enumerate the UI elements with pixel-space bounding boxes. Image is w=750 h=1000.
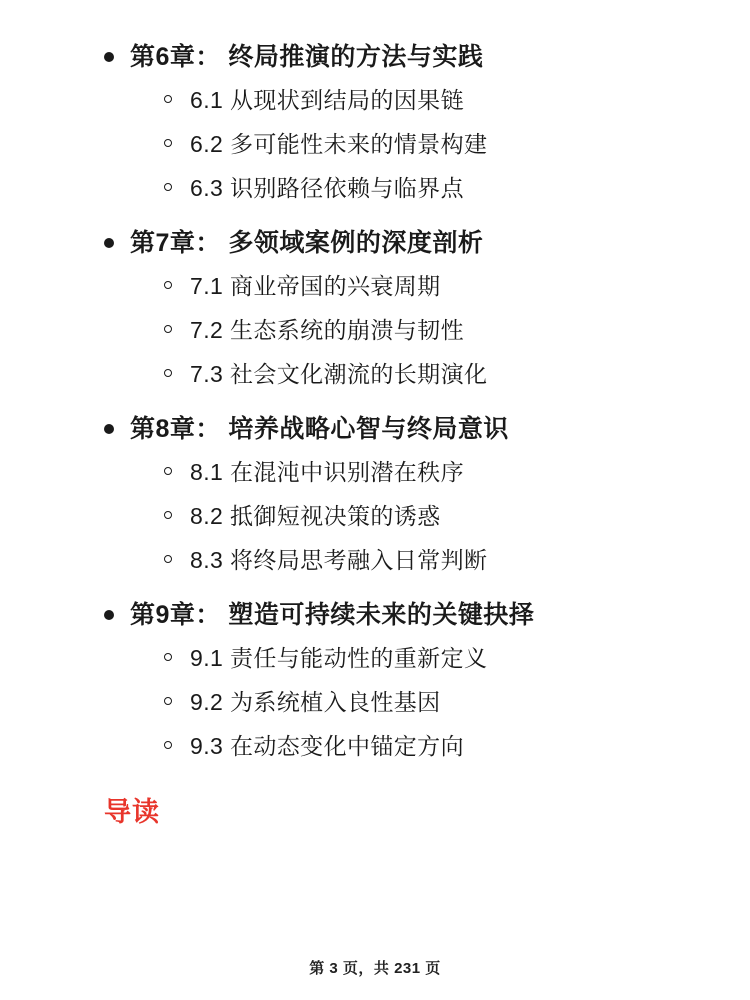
toc-section-item[interactable] [60, 544, 690, 576]
toc-section-group [60, 456, 690, 576]
section-heading: 导读 [104, 797, 160, 827]
hollow-bullet-icon [164, 653, 172, 661]
toc-section-label: 6.1 从现状到结局的因果链 [190, 87, 464, 113]
hollow-bullet-icon [164, 369, 172, 377]
toc-section-item[interactable] [60, 358, 690, 390]
toc-section-label: 8.3 将终局思考融入日常判断 [190, 547, 488, 573]
toc-chapter-item[interactable] [60, 40, 690, 74]
toc-section-group [60, 270, 690, 390]
toc-section-label: 9.3 在动态变化中锚定方向 [190, 733, 464, 759]
toc-section-label: 7.3 社会文化潮流的长期演化 [190, 361, 488, 387]
toc-chapter-label: 第7章： 多领域案例的深度剖析 [130, 229, 484, 257]
toc-section-item[interactable] [60, 128, 690, 160]
toc-chapter-label: 第9章： 塑造可持续未来的关键抉择 [130, 601, 535, 629]
toc-chapter-item[interactable] [60, 598, 690, 632]
hollow-bullet-icon [164, 741, 172, 749]
hollow-bullet-icon [164, 95, 172, 103]
toc-section-label: 7.1 商业帝国的兴衰周期 [190, 273, 441, 299]
hollow-bullet-icon [164, 511, 172, 519]
hollow-bullet-icon [164, 555, 172, 563]
toc-chapter-item[interactable] [60, 412, 690, 446]
toc-section-label: 8.1 在混沌中识别潜在秩序 [190, 459, 464, 485]
hollow-bullet-icon [164, 325, 172, 333]
hollow-bullet-icon [164, 139, 172, 147]
filled-bullet-icon [104, 610, 114, 620]
toc-chapter-block [60, 40, 690, 204]
toc-section-item[interactable] [60, 730, 690, 762]
toc-section-label: 9.2 为系统植入良性基因 [190, 689, 441, 715]
toc-section-group [60, 642, 690, 762]
filled-bullet-icon [104, 52, 114, 62]
toc-section-item[interactable] [60, 270, 690, 302]
filled-bullet-icon [104, 238, 114, 248]
toc-section-item[interactable] [60, 642, 690, 674]
toc-section-label: 9.1 责任与能动性的重新定义 [190, 645, 488, 671]
toc-section-label: 7.2 生态系统的崩溃与韧性 [190, 317, 464, 343]
toc-section-label: 6.3 识别路径依赖与临界点 [190, 175, 464, 201]
toc-section-label: 6.2 多可能性未来的情景构建 [190, 131, 488, 157]
hollow-bullet-icon [164, 467, 172, 475]
toc-section-item[interactable] [60, 500, 690, 532]
toc-chapter-item[interactable] [60, 226, 690, 260]
filled-bullet-icon [104, 424, 114, 434]
toc-chapter-label: 第8章： 培养战略心智与终局意识 [130, 415, 509, 443]
table-of-contents [60, 40, 690, 762]
toc-section-item[interactable] [60, 686, 690, 718]
toc-section-item[interactable] [60, 84, 690, 116]
toc-section-item[interactable] [60, 314, 690, 346]
toc-chapter-block [60, 412, 690, 576]
toc-section-item[interactable] [60, 456, 690, 488]
toc-chapter-label: 第6章： 终局推演的方法与实践 [130, 43, 484, 71]
hollow-bullet-icon [164, 697, 172, 705]
toc-chapter-block [60, 226, 690, 390]
toc-section-label: 8.2 抵御短视决策的诱惑 [190, 503, 441, 529]
toc-chapter-block [60, 598, 690, 762]
toc-section-item[interactable] [60, 172, 690, 204]
hollow-bullet-icon [164, 183, 172, 191]
page-footer: 第 3 页，共 231 页 [309, 960, 441, 977]
hollow-bullet-icon [164, 281, 172, 289]
toc-section-group [60, 84, 690, 204]
